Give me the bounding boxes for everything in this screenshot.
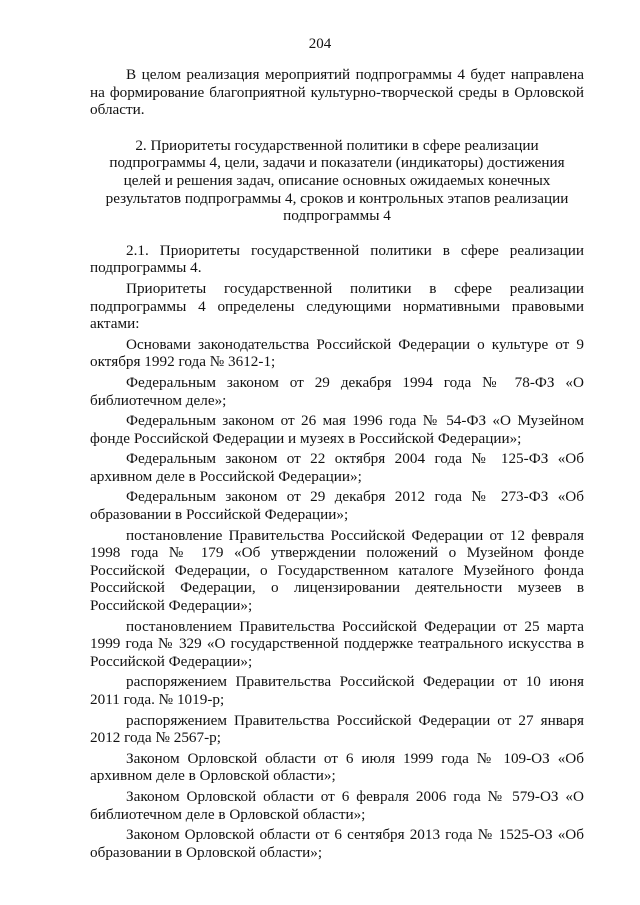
paragraph-culture-law: Основами законодательства Российской Федерации о культуре от 9 октября 1992 года № 3612-1;: [90, 335, 584, 371]
paragraph-regional-library-law: Законом Орловской области от 6 февраля 2006 года № 579-ОЗ «О библиотечном деле в Орловской области»;: [90, 787, 584, 823]
paragraph-museum-law: Федеральным законом от 26 мая 1996 года № 54-ФЗ «О Музейном фонде Российской Федерации и музеях в Российской Федерации»;: [90, 412, 584, 447]
paragraph-library-law: Федеральным законом от 29 декабря 1994 года № 78-ФЗ «О библиотечном деле»;: [90, 373, 584, 409]
paragraph-order-2012: распоряжением Правительства Российской Федерации от 27 января 2012 года № 2567-р;: [90, 711, 584, 747]
paragraph-subsection-title: 2.1. Приоритеты государственной политики в сфере реализации подпрограммы 4.: [90, 241, 584, 277]
paragraph-priorities-intro: Приоритеты государственной политики в сфере реализации подпрограммы 4 определены следующими нормативными правовыми актами:: [90, 279, 584, 333]
paragraph-regional-archive-law: Законом Орловской области от 6 июля 1999 года № 109-ОЗ «Об архивном деле в Орловской области»;: [90, 749, 584, 785]
paragraph-archive-law: Федеральным законом от 22 октября 2004 года № 125-ФЗ «Об архивном деле в Российской Федерации»;: [90, 450, 584, 485]
paragraph-museum-decree: постановление Правительства Российской Федерации от 12 февраля 1998 года № 179 «Об утверждении положений о Музейном фонде Российской Федерации, о Государственном каталоге Музейного фонда Российской Федерации, о лицензировании деятельности музеев в Российской Федерации»;: [90, 526, 584, 615]
page-number: 204: [308, 36, 332, 52]
page-content: [90, 66, 584, 864]
section-heading: 2. Приоритеты государственной политики в сфере реализации подпрограммы 4, цели, задачи и показатели (индикаторы) достижения целей и решения задач, описание основных ожидаемых конечных результатов подпрограммы 4, сроков и контрольных этапов реализации подпрограммы 4: [105, 136, 569, 225]
paragraph-education-law: Федеральным законом от 29 декабря 2012 года № 273-ФЗ «Об образовании в Российской Федерации»;: [90, 488, 584, 524]
intro-paragraph: В целом реализация мероприятий подпрограммы 4 будет направлена на формирование благоприятной культурно-творческой среды в Орловской области.: [90, 66, 584, 119]
paragraph-theatre-decree: постановлением Правительства Российской Федерации от 25 марта 1999 года № 329 «О государственной поддержке театрального искусства в Российской Федерации»;: [90, 617, 584, 670]
paragraph-regional-education-law: Законом Орловской области от 6 сентября 2013 года № 1525-ОЗ «Об образовании в Орловской области»;: [90, 826, 584, 861]
paragraph-order-2011: распоряжением Правительства Российской Федерации от 10 июня 2011 года. № 1019-р;: [90, 673, 584, 708]
